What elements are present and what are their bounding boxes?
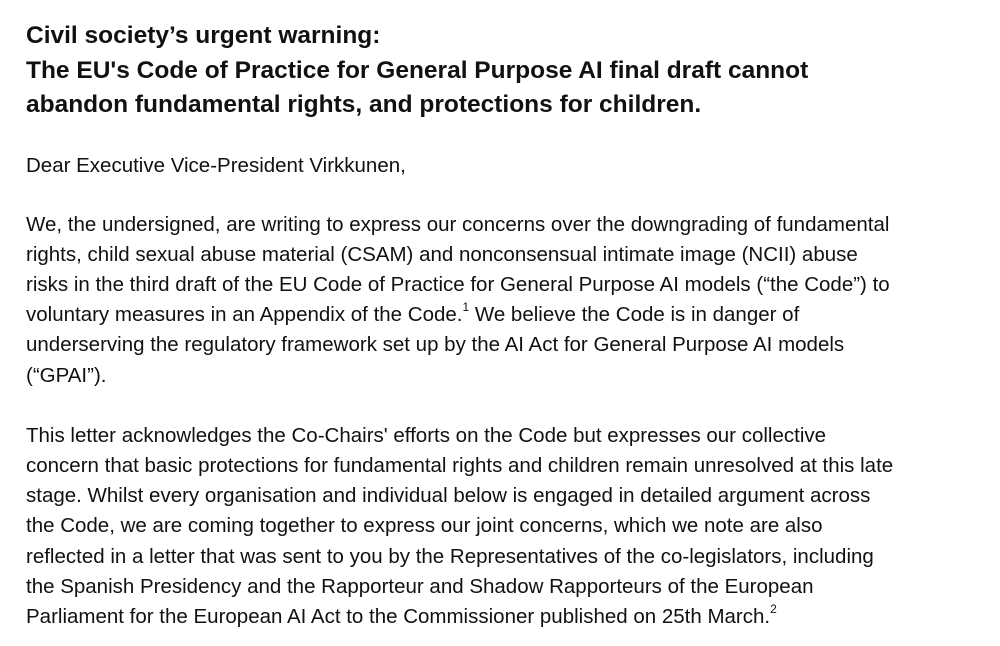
salutation: Dear Executive Vice-President Virkkunen, [26, 153, 406, 177]
paragraph-1-line: We, the undersigned, are writing to express our concerns over the downgrading of fundamental [26, 212, 890, 236]
paragraph-2-line: concern that basic protections for fundamental rights and children remain unresolved at this late [26, 453, 894, 477]
paragraph-1-line: underserving the regulatory framework set up by the AI Act for General Purpose AI models [26, 333, 845, 357]
paragraph-2-line: reflected in a letter that was sent to you by the Representatives of the co-legislators, including [26, 544, 874, 568]
paragraph-1 [26, 210, 992, 391]
letter-title [26, 19, 992, 123]
paragraph-1-line: (“GPAI”). [26, 363, 107, 387]
paragraph-2-last-line: Parliament for the European AI Act to the Commissioner published on 25th March. [26, 604, 771, 628]
title-line-3: abandon fundamental rights, and protections for children. [26, 91, 702, 118]
paragraph-1-line-4-end: We believe the Code is in danger of [469, 303, 800, 327]
paragraph-2-line: This letter acknowledges the Co-Chairs' efforts on the Code but expresses our collective [26, 423, 827, 447]
paragraph-2-line: the Spanish Presidency and the Rapporteur and Shadow Rapporteurs of the European [26, 574, 814, 598]
footnote-marker-2[interactable]: 2 [770, 602, 777, 617]
paragraph-1-line: rights, child sexual abuse material (CSAM) and nonconsensual intimate image (NCII) abuse [26, 242, 858, 266]
paragraph-2-line: the Code, we are coming together to express our joint concerns, which we note are also [26, 514, 823, 538]
title-line-2: The EU's Code of Practice for General Purpose AI final draft cannot [26, 56, 809, 84]
paragraph-2-line: stage. Whilst every organisation and individual below is engaged in detailed argument across [26, 484, 871, 508]
title-line-1: Civil society’s urgent warning: [26, 22, 381, 49]
footnote-marker-1[interactable]: 1 [462, 300, 470, 315]
paragraph-1-line-4-start: voluntary measures in an Appendix of the Code. [26, 303, 463, 327]
paragraph-1-line [26, 300, 992, 330]
paragraph-2 [26, 421, 992, 632]
paragraph-2-line [26, 602, 992, 632]
paragraph-1-line: risks in the third draft of the EU Code of Practice for General Purpose AI models (“the Code”) to [26, 272, 890, 296]
